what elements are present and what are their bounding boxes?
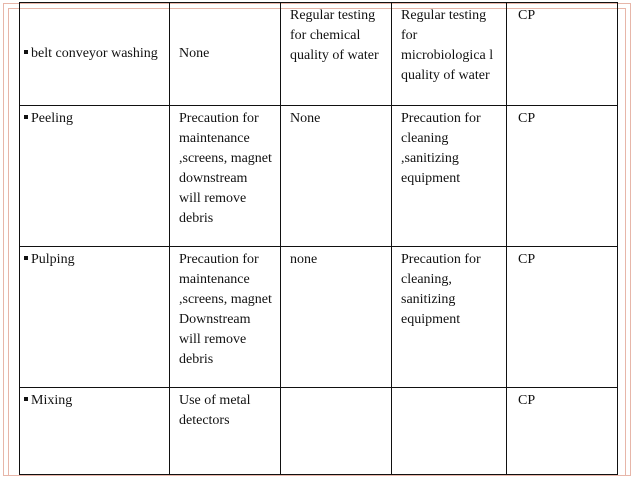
- physical-control-text: Precaution for cleaning ,sanitizing equipment: [401, 111, 481, 186]
- haccp-table: [19, 2, 618, 475]
- chemical-control-cell: [281, 247, 392, 388]
- ccp-text: CP: [518, 252, 536, 267]
- physical-control-cell: [392, 247, 507, 388]
- chemical-control-cell: [281, 106, 392, 247]
- process-step-text: Pulping: [31, 252, 75, 267]
- chemical-control-text: None: [290, 111, 321, 126]
- ccp-cell: [507, 388, 618, 475]
- biological-control-cell: [170, 247, 281, 388]
- square-bullet-icon: [24, 397, 28, 401]
- chemical-control-text: none: [290, 252, 318, 267]
- biological-control-cell: [170, 388, 281, 475]
- biological-control-text: Use of metal detectors: [179, 393, 251, 428]
- biological-control-text: Precaution for maintenance ,screens, magnet Downstream will remove debris: [179, 252, 272, 367]
- ccp-text: CP: [518, 111, 536, 126]
- physical-control-text: Regular testing for microbiologica l quality of water: [401, 8, 494, 83]
- square-bullet-icon: [24, 115, 28, 119]
- process-step-text: Mixing: [31, 393, 73, 408]
- process-step-cell: [20, 3, 170, 106]
- process-step-text: Peeling: [31, 111, 73, 126]
- ccp-text: CP: [518, 8, 536, 23]
- chemical-control-cell: [281, 3, 392, 106]
- table-row: [20, 388, 618, 475]
- physical-control-cell: [392, 388, 507, 475]
- biological-control-text: Precaution for maintenance ,screens, magnet downstream will remove debris: [179, 111, 272, 226]
- biological-control-cell: [170, 106, 281, 247]
- table-row: [20, 106, 618, 247]
- biological-control-text: None: [179, 46, 210, 61]
- physical-control-text: Precaution for cleaning, sanitizing equipment: [401, 252, 481, 327]
- square-bullet-icon: [24, 50, 28, 54]
- process-step-cell: [20, 388, 170, 475]
- process-step-cell: [20, 247, 170, 388]
- process-step-cell: [20, 106, 170, 247]
- physical-control-cell: [392, 106, 507, 247]
- ccp-text: CP: [518, 393, 536, 408]
- table-row: [20, 3, 618, 106]
- chemical-control-text: Regular testing for chemical quality of water: [290, 8, 379, 63]
- ccp-cell: [507, 247, 618, 388]
- physical-control-cell: [392, 3, 507, 106]
- biological-control-cell: [170, 3, 281, 106]
- square-bullet-icon: [24, 256, 28, 260]
- ccp-cell: [507, 3, 618, 106]
- process-step-text: belt conveyor washing: [31, 46, 158, 61]
- chemical-control-cell: [281, 388, 392, 475]
- ccp-cell: [507, 106, 618, 247]
- table-row: [20, 247, 618, 388]
